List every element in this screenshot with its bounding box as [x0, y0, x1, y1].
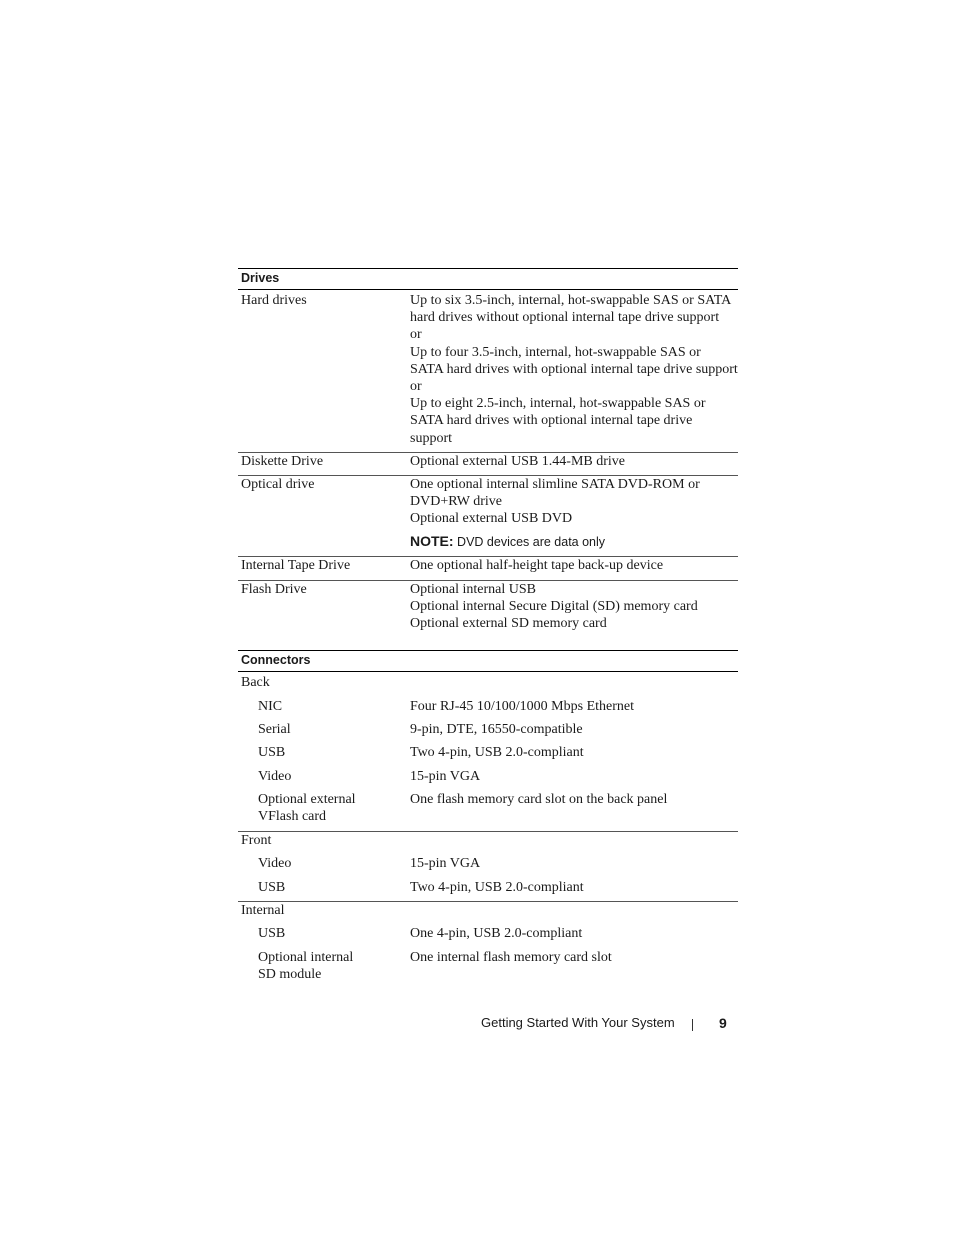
back-serial-value: 9-pin, DTE, 16550-compatible — [410, 722, 583, 737]
back-vflash-label: Optional external VFlash card — [258, 792, 356, 825]
front-video-value: 15-pin VGA — [410, 856, 481, 871]
internal-sd-value: One internal flash memory card slot — [410, 950, 612, 965]
back-vflash-value: One flash memory card slot on the back panel — [410, 792, 668, 807]
internal-tape-drive-value: One optional half-height tape back-up device — [410, 558, 664, 573]
flash-drive-label: Flash Drive — [241, 582, 307, 597]
footer-separator — [692, 1019, 693, 1031]
back-video-value: 15-pin VGA — [410, 769, 481, 784]
back-video-label: Video — [258, 769, 292, 784]
note-text: DVD devices are data only — [457, 535, 606, 549]
back-nic-value: Four RJ-45 10/100/1000 Mbps Ethernet — [410, 699, 634, 714]
diskette-drive-value: Optional external USB 1.44-MB drive — [410, 454, 626, 469]
back-usb-value: Two 4-pin, USB 2.0-compliant — [410, 745, 584, 760]
front-group-label: Front — [241, 833, 272, 848]
back-group-label: Back — [241, 675, 270, 690]
connectors-section-heading: Connectors — [238, 650, 738, 672]
internal-group-label: Internal — [241, 903, 285, 918]
internal-tape-drive-label: Internal Tape Drive — [241, 558, 351, 573]
front-usb-value: Two 4-pin, USB 2.0-compliant — [410, 880, 584, 895]
optical-drive-note — [410, 533, 740, 551]
optical-drive-label: Optical drive — [241, 477, 315, 492]
note-label: NOTE: — [410, 533, 454, 549]
footer-title: Getting Started With Your System — [481, 1015, 675, 1030]
flash-drive-value: Optional internal USB Optional internal Secure Digital (SD) memory card Optional external SD memory card — [410, 582, 698, 632]
page-number: 9 — [719, 1015, 727, 1031]
hard-drives-value: Up to six 3.5-inch, internal, hot-swappable SAS or SATA hard drives without optional internal tape drive support or Up to four 3.5-inch, internal, hot-swappable SAS or SATA hard drives with optional internal tape drive support or Up to eight 2.5-inch, internal, hot-swappable SAS or SATA hard drives with optional internal tape drive support — [410, 293, 738, 446]
internal-sd-label: Optional internal SD module — [258, 950, 354, 983]
internal-usb-value: One 4-pin, USB 2.0-compliant — [410, 926, 583, 941]
drives-section-heading: Drives — [238, 268, 738, 290]
diskette-drive-label: Diskette Drive — [241, 454, 324, 469]
front-usb-label: USB — [258, 880, 286, 895]
optical-drive-value: One optional internal slimline SATA DVD-ROM or DVD+RW drive Optional external USB DVD — [410, 477, 700, 527]
front-video-label: Video — [258, 856, 292, 871]
hard-drives-label: Hard drives — [241, 293, 307, 308]
back-usb-label: USB — [258, 745, 286, 760]
back-nic-label: NIC — [258, 699, 283, 714]
back-serial-label: Serial — [258, 722, 291, 737]
internal-usb-label: USB — [258, 926, 286, 941]
